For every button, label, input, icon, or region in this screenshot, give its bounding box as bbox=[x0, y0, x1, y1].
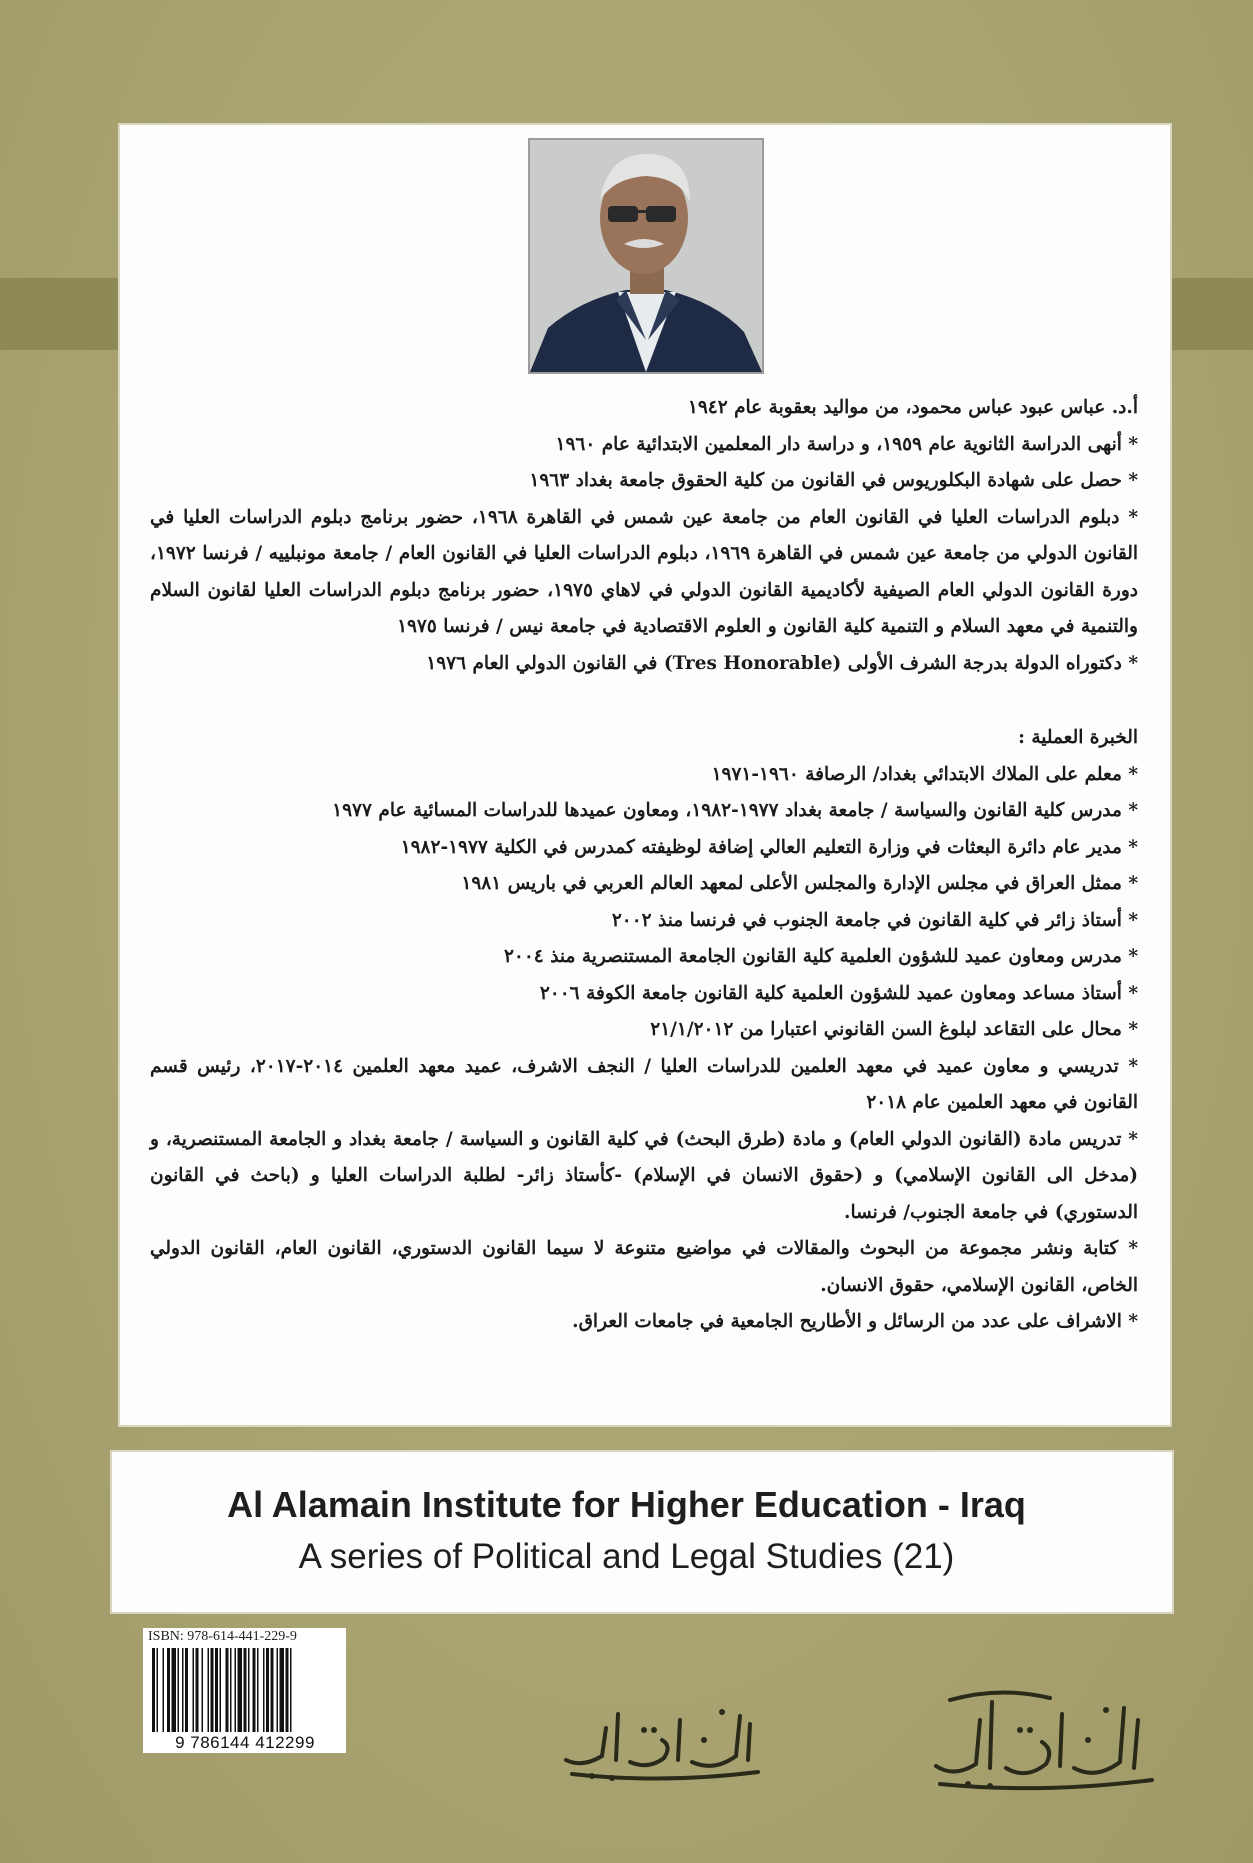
experience-item: * كتابة ونشر مجموعة من البحوث والمقالات في مواضيع متنوعة لا سيما القانون الدستوري، القانون العام، القانون الدولي الخاص، القانون الإسلامي، حقوق الانسان. bbox=[150, 1238, 1138, 1296]
barcode-bar bbox=[185, 1648, 188, 1732]
barcode-bar bbox=[235, 1648, 237, 1732]
bio-secondary-education: * أنهى الدراسة الثانوية عام ١٩٥٩، و دراسة دار المعلمين الابتدائية عام ١٩٦٠ bbox=[555, 433, 1138, 455]
experience-item: * معلم على الملاك الابتدائي بغداد/ الرصافة ١٩٦٠-١٩٧١ bbox=[711, 763, 1138, 785]
barcode-bar bbox=[167, 1648, 170, 1732]
barcode-bar bbox=[182, 1648, 184, 1732]
barcode-bar bbox=[178, 1648, 180, 1732]
alalamain-publishing-logo bbox=[552, 1690, 772, 1785]
barcode-bar bbox=[226, 1648, 229, 1732]
barcode-bar bbox=[253, 1648, 256, 1732]
doctorate-honor: (Tres Honorable) bbox=[663, 652, 842, 674]
experience-item: * تدريس مادة (القانون الدولي العام) و مادة (طرق البحث) في كلية القانون و السياسة / جامعة بغداد و الجامعة المستنصرية، و (مدخل الى القانون الإسلامي) و (حقوق الانسان في الإسلام) -كأستاذ زائر- لطلبة الدراسات العليا و (باحث في القانون الدستوري) في جامعة الجنوب/ فرنسا. bbox=[150, 1128, 1138, 1223]
barcode-bar bbox=[248, 1648, 250, 1732]
barcode-bar bbox=[286, 1648, 289, 1732]
barcode-bar bbox=[193, 1648, 195, 1732]
bio-doctorate bbox=[150, 646, 1138, 683]
isbn-label: ISBN: 978-614-441-229-9 bbox=[148, 1629, 297, 1644]
institute-title-panel bbox=[112, 1452, 1172, 1612]
barcode-bar bbox=[280, 1648, 285, 1732]
experience-item: * الاشراف على عدد من الرسائل و الأطاريح الجامعية في جامعات العراق. bbox=[572, 1311, 1138, 1332]
barcode-bar bbox=[277, 1648, 279, 1732]
barcode-digits: 9 786144 412299 bbox=[175, 1733, 315, 1752]
bio-intro: أ.د. عباس عبود عباس محمود، من مواليد بعقوبة عام ١٩٤٢ bbox=[687, 397, 1138, 418]
barcode-bar bbox=[257, 1648, 259, 1732]
barcode-bar bbox=[263, 1648, 265, 1732]
bio-diplomas: * دبلوم الدراسات العليا في القانون العام من جامعة عين شمس في القاهرة ١٩٦٨، حضور برنامج دبلوم الدراسات العليا في القانون الدولي من جامعة عين شمس في القاهرة ١٩٦٩، دبلوم الدراسات العليا في القانون العام / جامعة مونبلييه / فرنسا ١٩٧٢، دورة القانون الدولي العام الصيفية لأكاديمية القانون الدولي في لاهاي ١٩٧٥، حضور برنامج دبلوم الدراسات العليا لقانون السلام والتنمية في معهد السلام و التنمية كلية القانون و العلوم الاقتصادية في جامعة نيس / فرنسا ١٩٧٥ bbox=[150, 506, 1139, 637]
barcode-bar bbox=[163, 1648, 165, 1732]
barcode-bar bbox=[220, 1648, 222, 1732]
author-portrait-image bbox=[530, 140, 762, 372]
barcode-bar bbox=[157, 1648, 159, 1732]
barcode-bar bbox=[271, 1648, 274, 1732]
alaref-publications-logo bbox=[920, 1680, 1170, 1795]
experience-item: * أستاذ زائر في كلية القانون في جامعة الجنوب في فرنسا منذ ٢٠٠٢ bbox=[611, 909, 1138, 931]
experience-item: * مدرس كلية القانون والسياسة / جامعة بغداد ١٩٧٧-١٩٨٢، ومعاون عميدها للدراسات المسائية عام ١٩٧٧ bbox=[332, 800, 1138, 821]
experience-item: * ممثل العراق في مجلس الإدارة والمجلس الأعلى لمعهد العالم العربي في باريس ١٩٨١ bbox=[461, 873, 1138, 894]
barcode-bar bbox=[152, 1648, 155, 1732]
experience-item: * محال على التقاعد لبلوغ السن القانوني اعتبارا من ٢١/١/٢٠١٢ bbox=[650, 1019, 1138, 1040]
barcode-bar bbox=[202, 1648, 204, 1732]
barcode-bar bbox=[230, 1648, 232, 1732]
barcode-bar bbox=[196, 1648, 199, 1732]
barcode-bar bbox=[238, 1648, 243, 1732]
barcode-icon bbox=[150, 1648, 338, 1732]
barcode-bar bbox=[266, 1648, 269, 1732]
barcode-bar bbox=[290, 1648, 292, 1732]
experience-item: * مدرس ومعاون عميد للشؤون العلمية كلية القانون الجامعة المستنصرية منذ ٢٠٠٤ bbox=[504, 946, 1138, 967]
barcode-bar bbox=[244, 1648, 247, 1732]
doctorate-suffix: في القانون الدولي العام ١٩٧٦ bbox=[426, 652, 658, 674]
bio-bachelor: * حصل على شهادة البكلوريوس في القانون من كلية الحقوق جامعة بغداد ١٩٦٣ bbox=[529, 470, 1138, 491]
barcode-bar bbox=[208, 1648, 210, 1732]
experience-item: * أستاذ مساعد ومعاون عميد للشؤون العلمية كلية القانون جامعة الكوفة ٢٠٠٦ bbox=[539, 982, 1138, 1004]
barcode-bar bbox=[215, 1648, 218, 1732]
barcode-bar bbox=[172, 1648, 177, 1732]
barcode-bar bbox=[211, 1648, 214, 1732]
institute-name: Al Alamain Institute for Higher Education - Iraq bbox=[227, 1484, 1026, 1525]
experience-item: * تدريسي و معاون عميد في معهد العلمين للدراسات العليا / النجف الاشرف، عميد معهد العلمين ٢٠١٤-٢٠١٧، رئيس قسم القانون في معهد العلمين عام ٢٠١٨ bbox=[150, 1055, 1138, 1113]
experience-item: * مدير عام دائرة البعثات في وزارة التعليم العالي إضافة لوظيفته كمدرس في الكلية ١٩٧٧-١٩٨٢ bbox=[400, 836, 1138, 858]
doctorate-prefix: * دكتوراه الدولة بدرجة الشرف الأولى bbox=[847, 652, 1138, 674]
author-photo bbox=[528, 138, 764, 374]
decorative-band-left bbox=[0, 278, 125, 350]
biography-text bbox=[150, 390, 1138, 1341]
experience-heading: الخبرة العملية : bbox=[1018, 727, 1138, 748]
series-title: A series of Political and Legal Studies (21) bbox=[298, 1537, 955, 1576]
